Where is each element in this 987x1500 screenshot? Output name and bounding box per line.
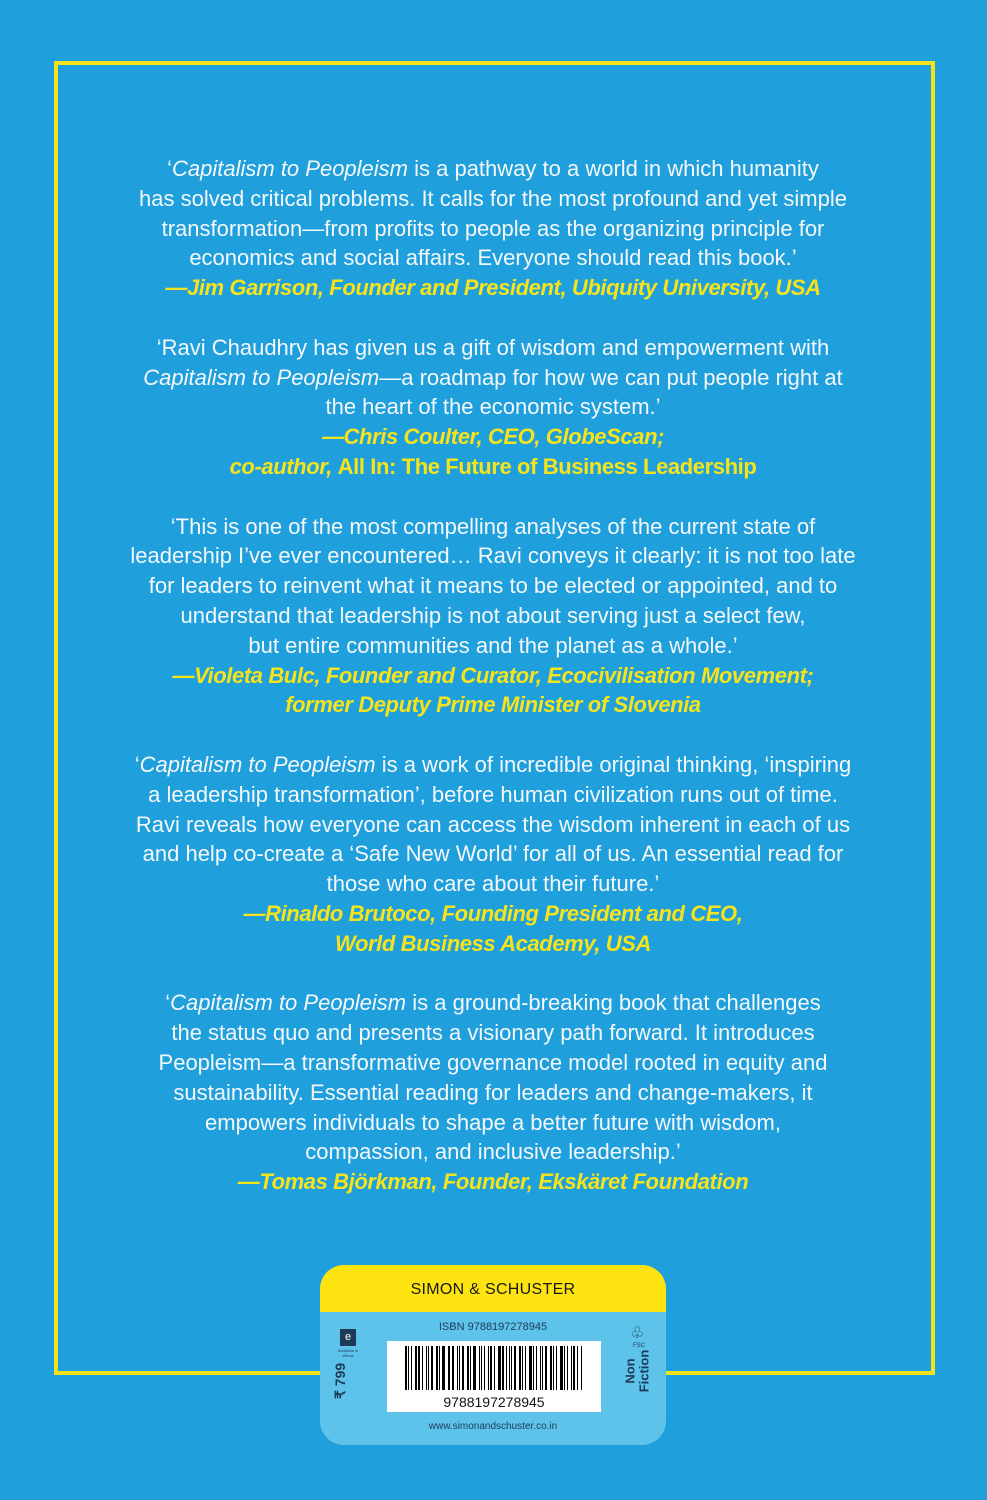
quote-line-segment: Capitalism to Peopleism: [143, 364, 380, 390]
quote-line: [60, 512, 926, 542]
barcode-bar: [488, 1346, 489, 1390]
quote-attribution: [60, 929, 926, 959]
genre: [623, 1350, 651, 1393]
quote-line-segment: Capitalism to Peopleism: [170, 990, 407, 1016]
quote-line-segment: economics and social affairs. Everyone should read this book.’: [189, 245, 797, 271]
quote-attribution-segment: —Tomas Björkman, Founder, Ekskäret Foundation: [237, 1169, 749, 1195]
endorsement-quote: [60, 333, 926, 482]
quote-line-segment: has solved critical problems. It calls for the most profound and yet simple: [139, 185, 847, 211]
quote-attribution: [60, 452, 926, 482]
endorsement-quote: [60, 988, 926, 1197]
barcode-bar: [426, 1346, 427, 1390]
barcode-bar: [436, 1346, 438, 1390]
barcode-bar: [506, 1346, 507, 1390]
quote-line-segment: understand that leadership is not about serving just a select few,: [180, 602, 806, 628]
quote-attribution-segment: former Deputy Prime Minister of Slovenia: [285, 692, 701, 718]
barcode-bar: [577, 1346, 578, 1390]
barcode-bar: [556, 1346, 557, 1390]
barcode-bar: [536, 1346, 537, 1390]
ebook-icon: e: [340, 1329, 356, 1346]
quote-line: [60, 154, 926, 184]
quote-attribution-segment: All In: The Future of Business Leadership: [337, 453, 757, 479]
barcode-bar: [533, 1346, 534, 1390]
barcode-bar: [519, 1346, 521, 1390]
quote-line-segment: —a roadmap for how we can put people right at: [379, 364, 843, 390]
quote-attribution: [60, 273, 926, 303]
barcode-bar: [442, 1346, 445, 1390]
quote-attribution-segment: —Chris Coulter, CEO, GlobeScan;: [321, 424, 665, 450]
quote-line-segment: leadership I’ve ever encountered… Ravi conveys it clearly: it is not too late: [130, 543, 856, 569]
quote-line: [60, 333, 926, 363]
fsc-text: FSC: [633, 1343, 645, 1349]
barcode-bar: [484, 1346, 485, 1390]
barcode-bar: [502, 1346, 504, 1390]
quote-line: [60, 541, 926, 571]
quote-line-segment: ‘Ravi Chaudhry has given us a gift of wisdom and empowerment with: [156, 334, 830, 360]
barcode-bar: [422, 1346, 423, 1390]
barcode-bar: [511, 1346, 512, 1390]
barcode-bar: [564, 1346, 566, 1390]
barcode-bar: [490, 1346, 492, 1390]
barcode-bar: [408, 1346, 409, 1390]
quote-attribution: [60, 690, 926, 720]
quote-line: [60, 1137, 926, 1167]
quote-line-segment: empowers individuals to shape a better future with wisdom,: [205, 1109, 781, 1135]
quote-line-segment: the heart of the economic system.’: [325, 394, 661, 420]
quote-line-segment: is a pathway to a world in which humanity: [408, 156, 819, 181]
quote-line: [60, 571, 926, 601]
quote-line: [60, 392, 926, 422]
quote-line: [60, 1078, 926, 1108]
quote-line: [60, 1108, 926, 1138]
barcode-bar: [428, 1346, 429, 1390]
barcode-bar: [470, 1346, 471, 1390]
price: ₹ 799: [332, 1362, 348, 1399]
quote-line-segment: the status quo and presents a visionary path forward. It introduces: [171, 1020, 815, 1046]
quote-line-segment: Capitalism to Peopleism: [139, 751, 376, 777]
barcode-bar: [553, 1346, 554, 1390]
barcode-bar: [573, 1346, 575, 1390]
quote-attribution: [60, 1167, 926, 1197]
barcode-bar: [405, 1346, 407, 1390]
fsc-tree-icon: ♧: [630, 1325, 645, 1342]
quote-attribution-segment: —Violeta Bulc, Founder and Curator, Ecocivilisation Movement;: [172, 662, 814, 688]
quote-line-segment: sustainability. Essential reading for leaders and change-makers, it: [173, 1079, 813, 1105]
quote-line-segment: is a ground-breaking book that challenges: [406, 990, 821, 1016]
barcode-bar: [431, 1346, 433, 1390]
quote-line-segment: ‘: [165, 990, 171, 1016]
quote-attribution-segment: —Rinaldo Brutoco, Founding President and CEO,: [243, 900, 743, 926]
quote-line-segment: transformation—from profits to people as the organizing principle for: [161, 215, 825, 241]
quote-line: [60, 810, 926, 840]
isbn: ISBN 9788197278945: [438, 1321, 548, 1333]
barcode-bar: [567, 1346, 568, 1390]
barcode-bar: [522, 1346, 523, 1390]
quote-line-segment: ‘: [134, 751, 140, 777]
quote-line: [60, 780, 926, 810]
endorsement-quote: [60, 512, 926, 721]
quote-line-segment: for leaders to reinvent what it means to be elected or appointed, and to: [148, 573, 838, 599]
barcode-bar: [525, 1346, 526, 1390]
quote-line: [60, 869, 926, 899]
endorsement-quote: [60, 750, 926, 959]
quote-line-segment: Ravi reveals how everyone can access the wisdom inherent in each of us: [135, 811, 851, 837]
quote-line: [60, 988, 926, 1018]
barcode-bar: [479, 1346, 481, 1390]
quote-attribution: [60, 422, 926, 452]
quote-line: [60, 750, 926, 780]
quote-line: [60, 243, 926, 273]
barcode-bar: [542, 1346, 543, 1390]
quote-line: [60, 1018, 926, 1048]
genre-line-1: Non: [622, 1358, 638, 1384]
barcode-bar: [529, 1346, 532, 1390]
barcode-bar: [571, 1346, 572, 1390]
quote-line-segment: ‘This is one of the most compelling analyses of the current state of: [170, 513, 816, 539]
barcode-bar: [418, 1346, 421, 1390]
quote-attribution-segment: —Jim Garrison, Founder and President, Ubiquity University, USA: [165, 275, 821, 301]
barcode-bar: [473, 1346, 476, 1390]
barcode-bar: [462, 1346, 464, 1390]
barcode-bars: [405, 1346, 583, 1390]
quote-line-segment: those who care about their future.’: [326, 871, 660, 897]
quote-line: [60, 631, 926, 661]
quote-line: [60, 214, 926, 244]
genre-line-2: Fiction: [636, 1349, 652, 1393]
barcode-bar: [467, 1346, 469, 1390]
barcode: [387, 1341, 601, 1412]
barcode-bar: [459, 1346, 460, 1390]
quote-attribution-segment: co-author,: [229, 453, 338, 479]
endorsements: [60, 154, 926, 1227]
quote-attribution: [60, 661, 926, 691]
publisher-label: [320, 1265, 666, 1445]
quote-line: [60, 363, 926, 393]
barcode-bar: [439, 1346, 440, 1390]
barcode-bar: [415, 1346, 417, 1390]
barcode-bar: [494, 1346, 495, 1390]
quote-line: [60, 184, 926, 214]
quote-attribution-segment: World Business Academy, USA: [334, 930, 652, 956]
barcode-bar: [509, 1346, 510, 1390]
publisher-url: www.simonandschuster.co.in: [428, 1421, 558, 1432]
barcode-bar: [498, 1346, 501, 1390]
publisher-name: SIMON & SCHUSTER: [320, 1265, 666, 1312]
quote-line-segment: compassion, and inclusive leadership.’: [305, 1139, 681, 1165]
endorsement-quote: [60, 154, 926, 303]
quote-line-segment: is a work of incredible original thinking, ‘inspiring: [375, 751, 852, 777]
barcode-bar: [449, 1346, 450, 1390]
barcode-bar: [545, 1346, 547, 1390]
quote-line-segment: but entire communities and the planet as a whole.’: [248, 632, 738, 658]
barcode-bar: [550, 1346, 552, 1390]
ebook-badge-text: Available in eBook: [337, 1348, 359, 1358]
quote-line-segment: ‘: [167, 156, 173, 181]
barcode-bar: [540, 1346, 542, 1390]
barcode-bar: [411, 1346, 412, 1390]
quote-line: [60, 839, 926, 869]
barcode-bar: [448, 1346, 449, 1390]
barcode-bar: [481, 1346, 482, 1390]
quote-attribution: [60, 899, 926, 929]
quote-line-segment: and help co-create a ‘Safe New World’ for all of us. An essential read for: [142, 841, 844, 867]
quote-line: [60, 601, 926, 631]
barcode-bar: [457, 1346, 458, 1390]
barcode-bar: [581, 1346, 582, 1390]
barcode-bar: [560, 1346, 563, 1390]
quote-line-segment: Peopleism—a transformative governance model rooted in equity and: [158, 1049, 828, 1075]
quote-line-segment: a leadership transformation’, before human civilization runs out of time.: [148, 781, 838, 807]
barcode-bar: [452, 1346, 454, 1390]
quote-line: [60, 1048, 926, 1078]
quote-line-segment: Capitalism to Peopleism: [172, 156, 408, 181]
barcode-number: 9788197278945: [443, 1394, 545, 1410]
barcode-bar: [514, 1346, 516, 1390]
